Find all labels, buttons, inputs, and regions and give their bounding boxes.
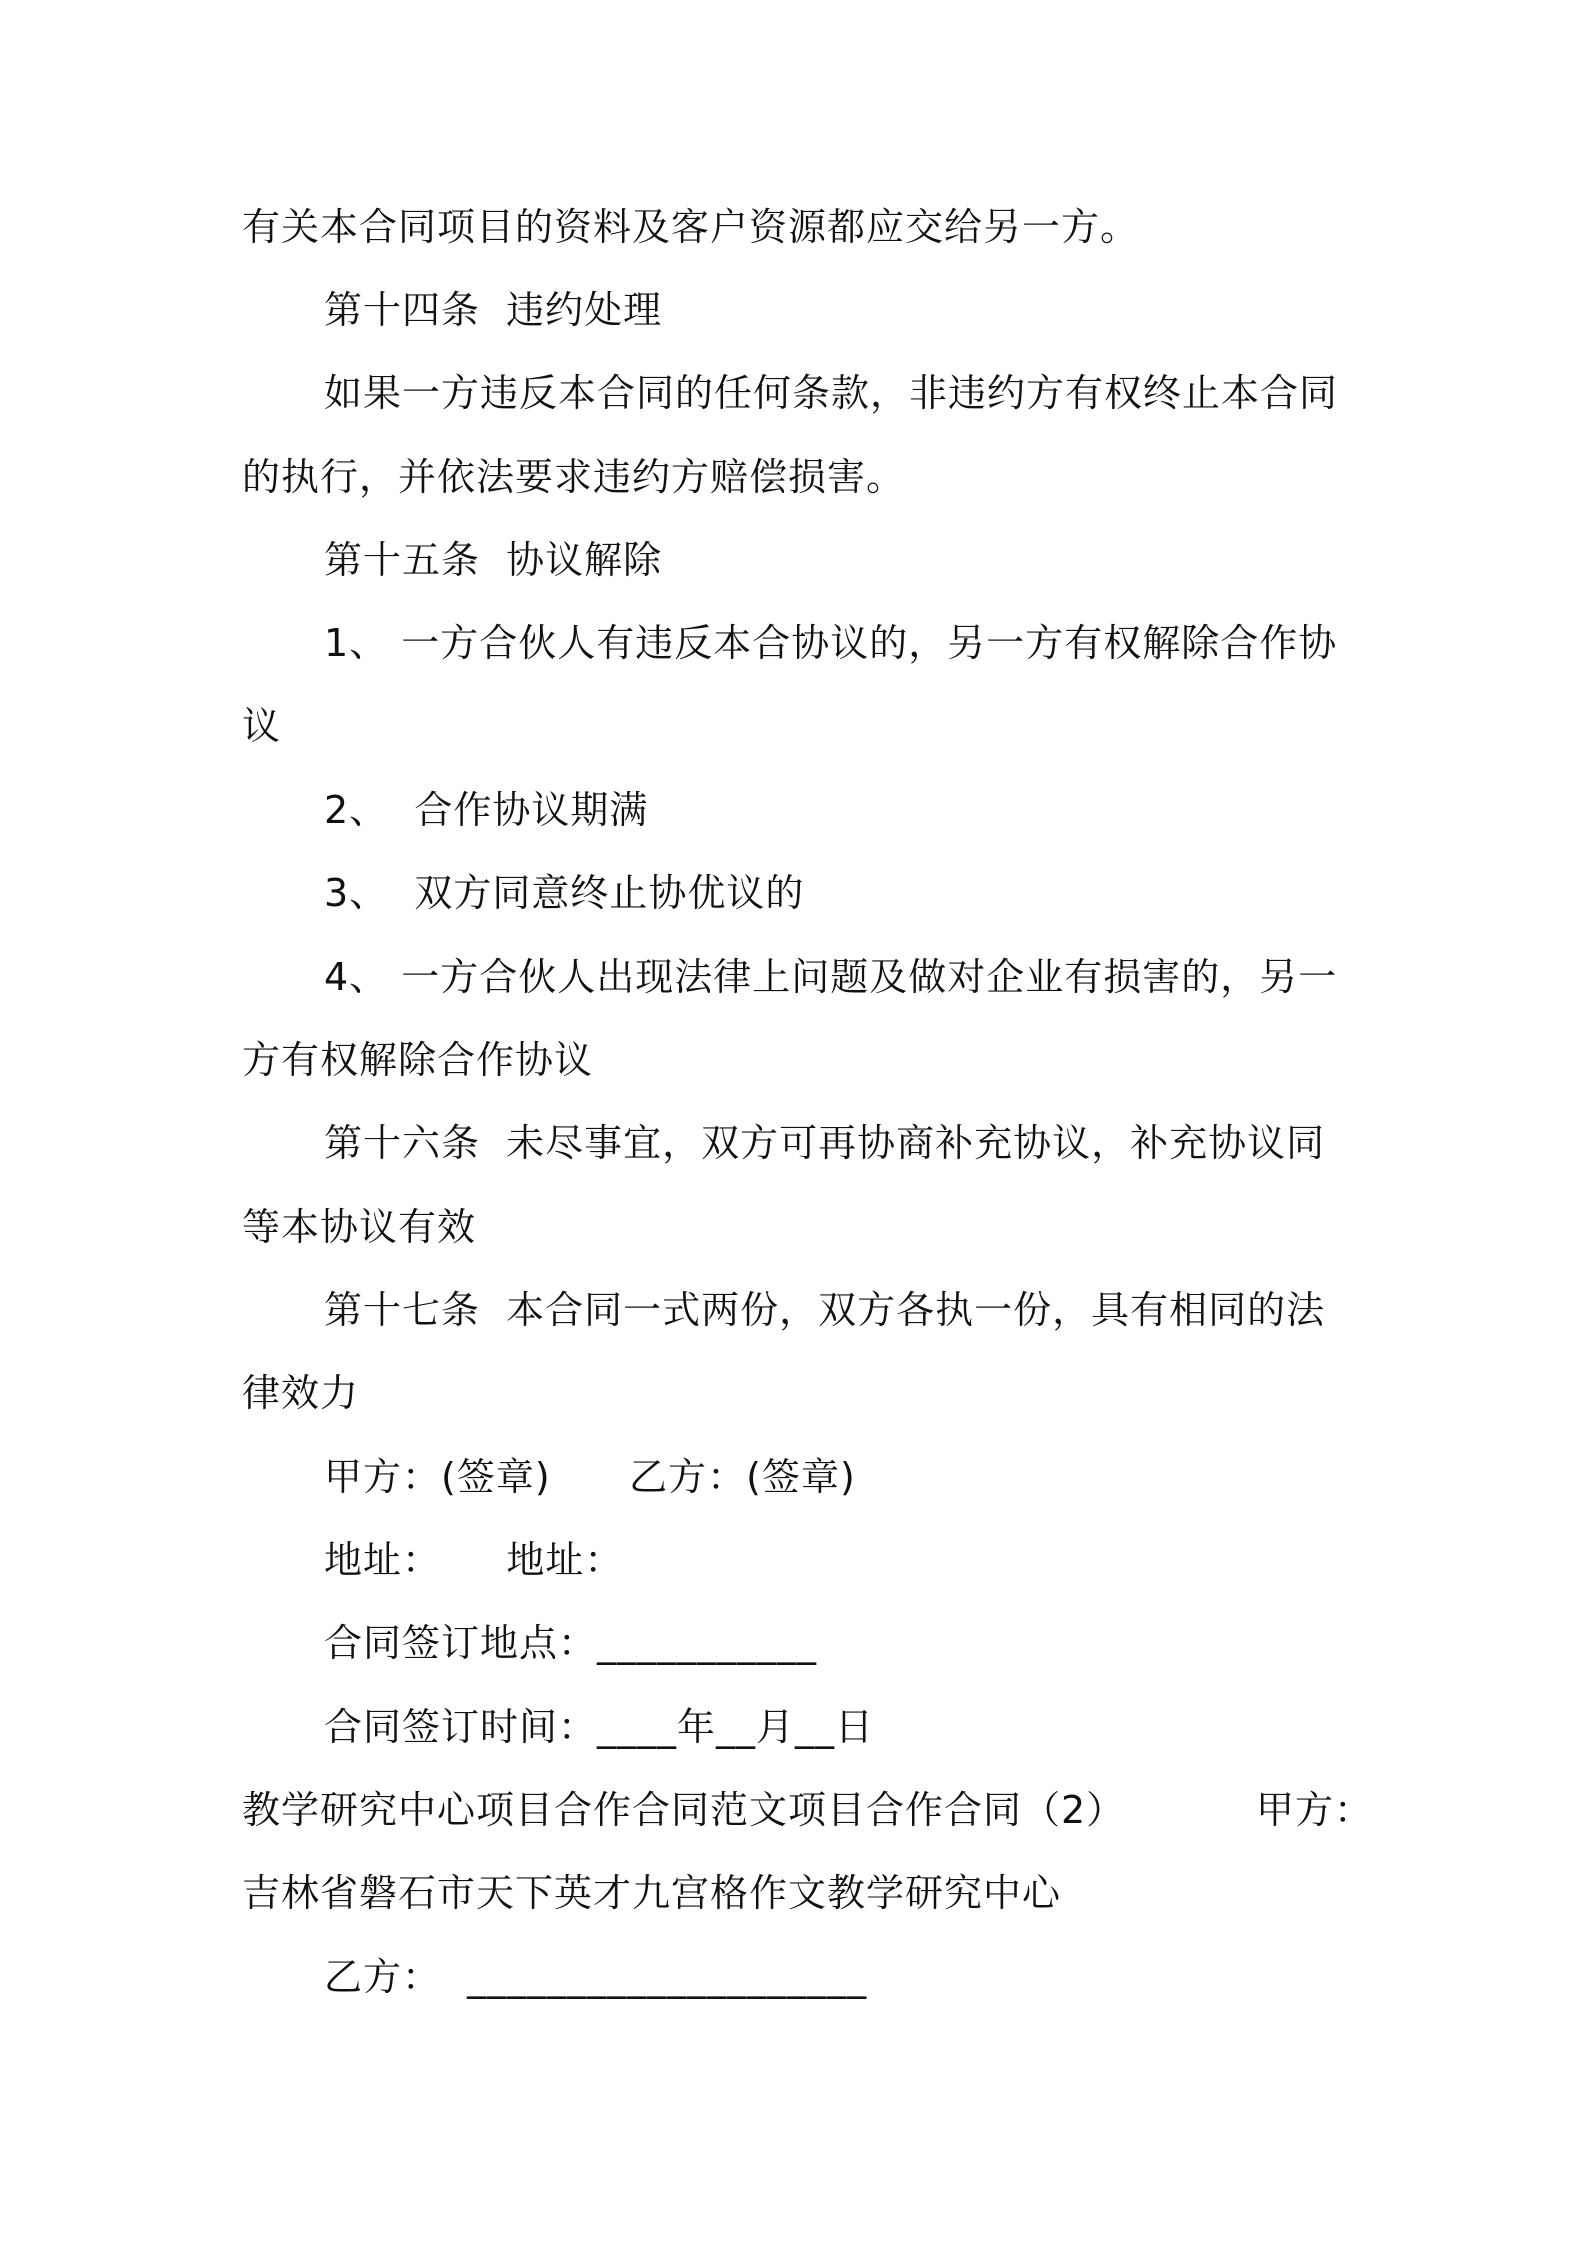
address-line: 地址： 地址： (324, 1538, 624, 1582)
clause-4-line-1: 4、 一方合伙人出现法律上问题及做对企业有损害的，另一 (324, 955, 1338, 999)
clause-1-line-1: 1、 一方合伙人有违反本合协议的，另一方有权解除合作协 (324, 621, 1338, 665)
article-17-line-1: 第十七条 本合同一式两份，双方各执一份，具有相同的法 (324, 1288, 1326, 1332)
text-line-3: 如果一方违反本合同的任何条款，非违约方有权终止本合同 (324, 371, 1339, 415)
text-line-1: 有关本合同项目的资料及客户资源都应交给另一方。 (242, 205, 1140, 249)
signing-date-line: 合同签订时间：____年__月__日 (324, 1705, 875, 1749)
clause-3: 3、 双方同意终止协优议的 (324, 871, 805, 915)
party-a-name-line: 吉林省磐石市天下英才九宫格作文教学研究中心 (242, 1871, 1062, 1915)
text-line-4: 的执行，并依法要求违约方赔偿损害。 (242, 455, 906, 499)
clause-2: 2、 合作协议期满 (324, 788, 649, 832)
article-16-line-2: 等本协议有效 (242, 1205, 477, 1249)
contract-title-line: 教学研究中心项目合作合同范文项目合作合同（2） 甲方： (242, 1788, 1373, 1832)
article-17-line-2: 律效力 (242, 1371, 360, 1415)
clause-4-line-2: 方有权解除合作协议 (242, 1038, 594, 1082)
article-14-heading: 第十四条 违约处理 (324, 288, 663, 332)
clause-1-line-2: 议 (242, 704, 282, 748)
party-b-line: 乙方： ____________________ (324, 1955, 868, 1999)
article-15-heading: 第十五条 协议解除 (324, 538, 663, 582)
article-16-line-1: 第十六条 未尽事宜，双方可再协商补充协议，补充协议同 (324, 1121, 1326, 1165)
signature-line: 甲方：(签章) 乙方：(签章) (324, 1455, 856, 1499)
signing-place-line: 合同签订地点：___________ (324, 1621, 818, 1665)
